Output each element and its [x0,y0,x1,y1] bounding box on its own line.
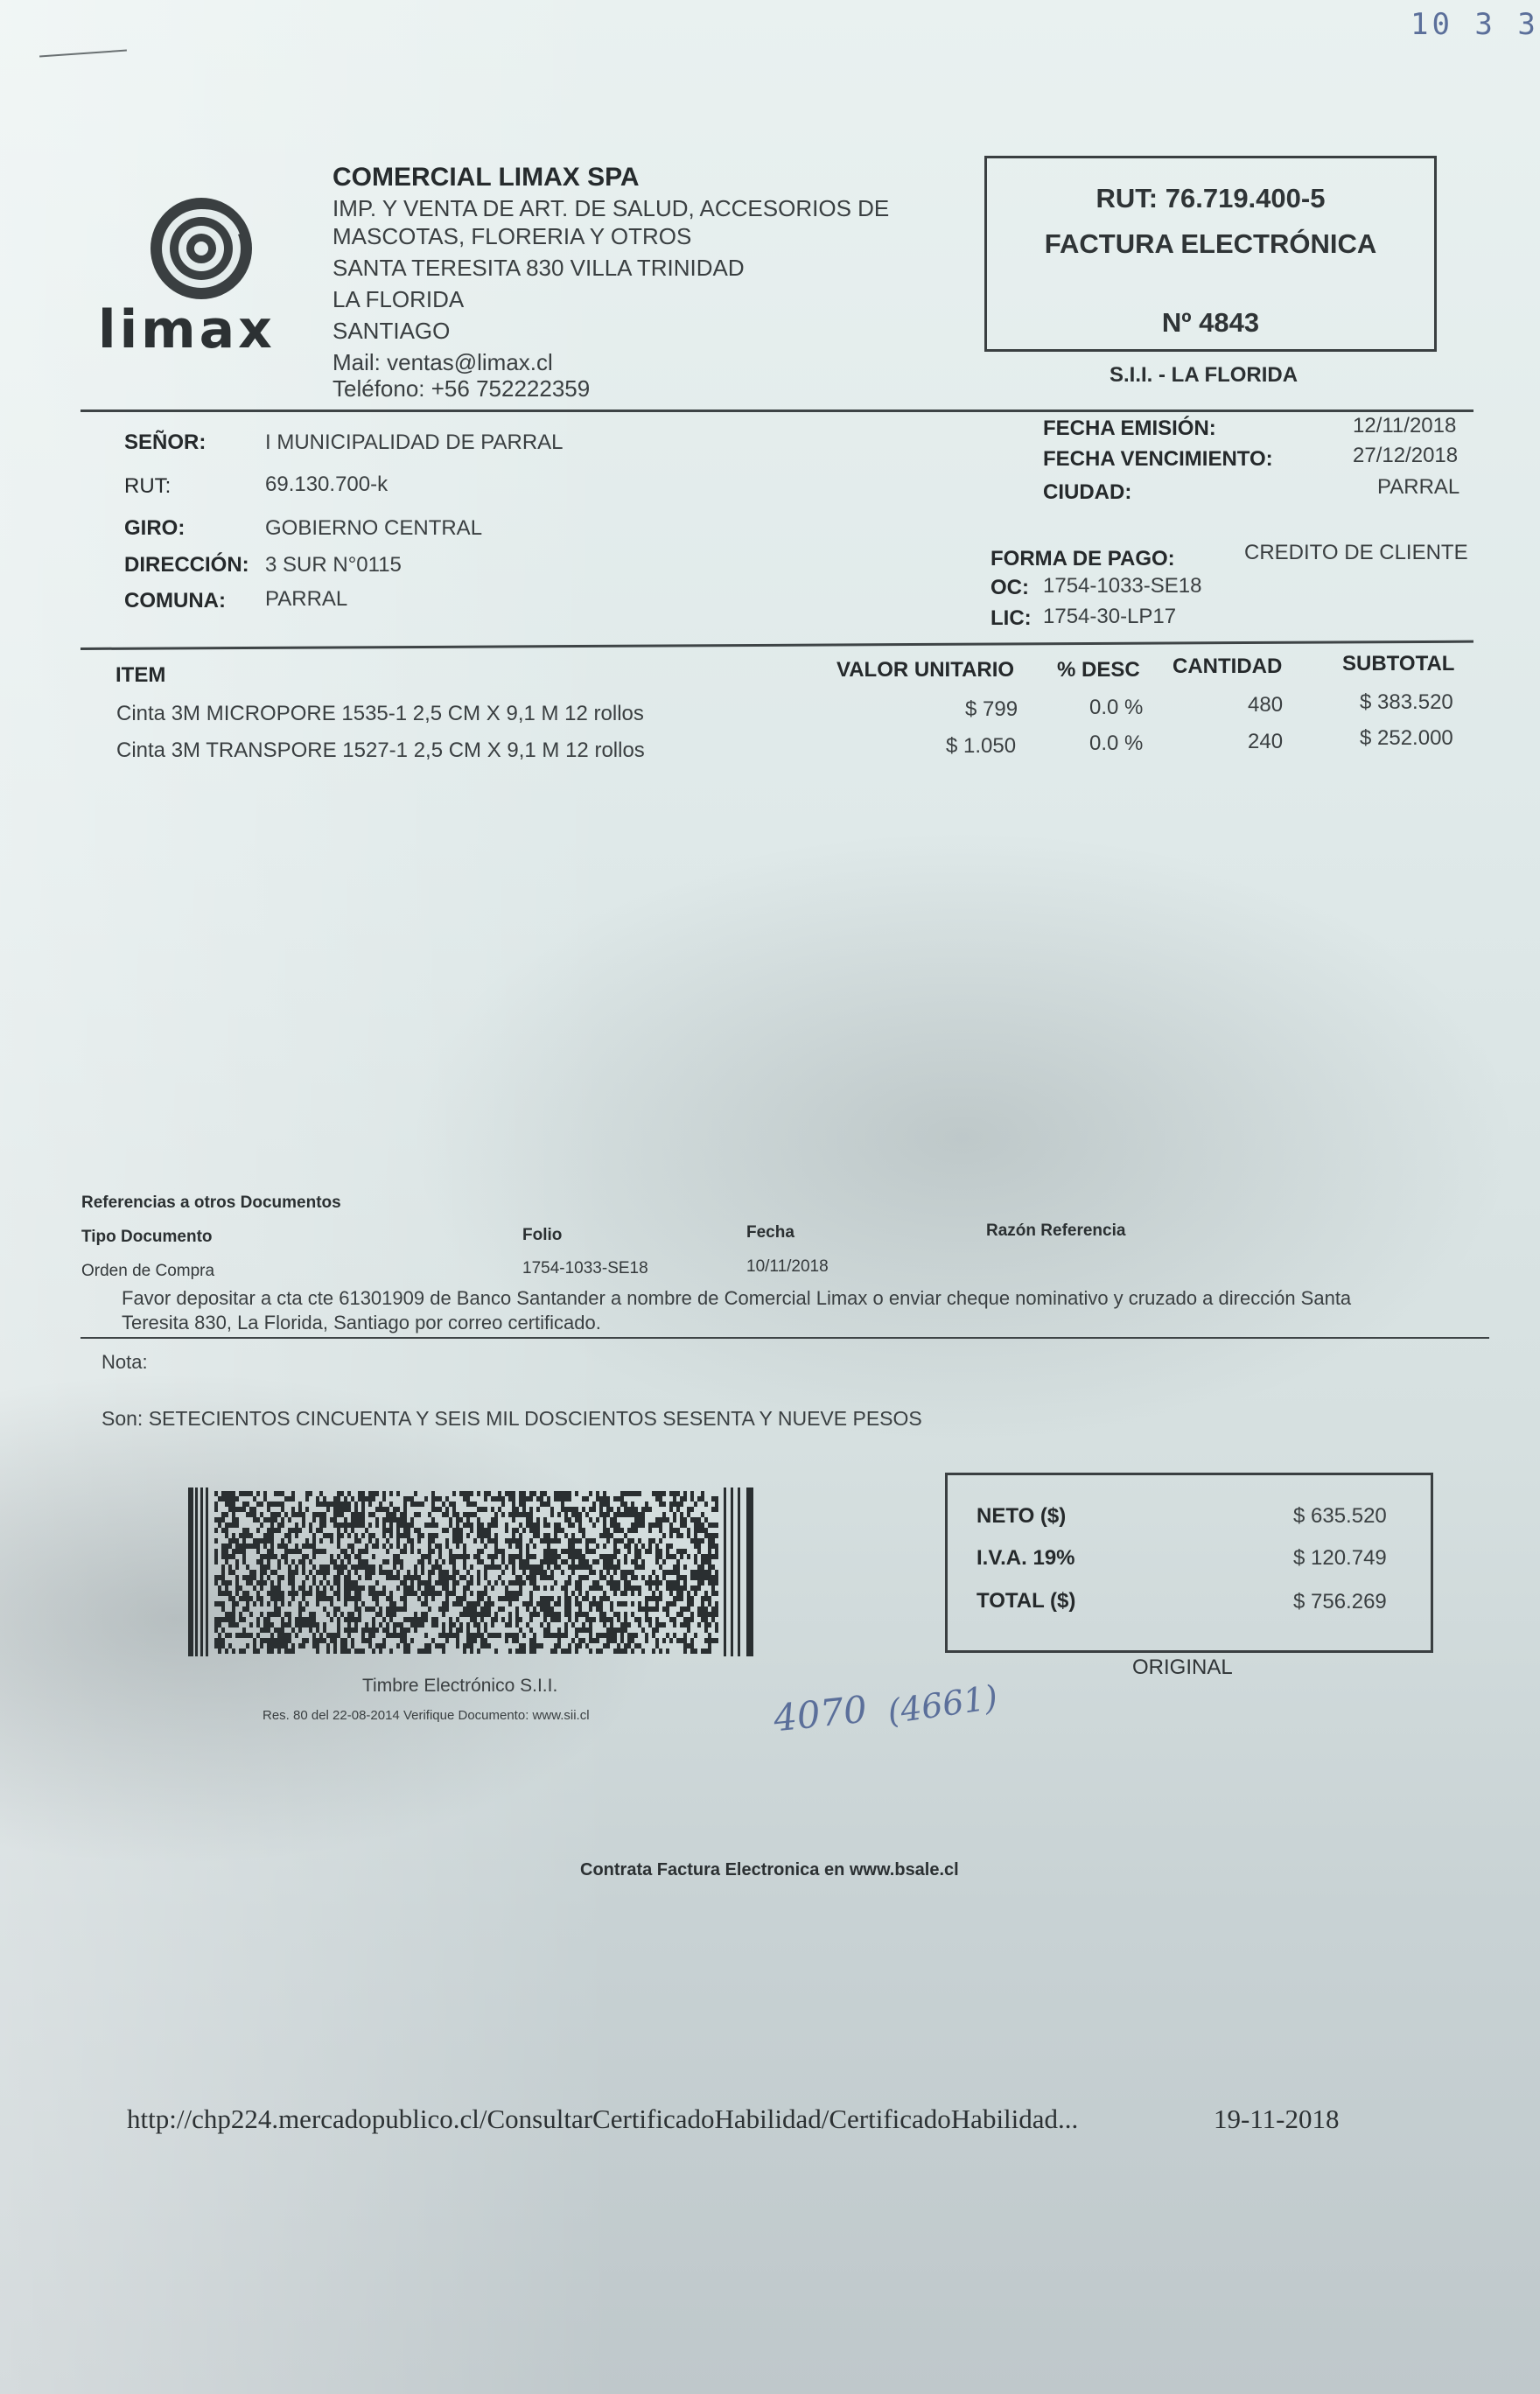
ciudad: PARRAL [1377,475,1460,499]
ciudad-label: CIUDAD: [1043,480,1132,504]
client-direccion: 3 SUR N°0115 [265,553,402,577]
handwritten-circled-text: (4661) [885,1677,1000,1732]
total-label: TOTAL ($) [976,1589,1076,1613]
timbre-res: Res. 80 del 22-08-2014 Verifique Documento: www.sii.cl [262,1708,590,1723]
amount-in-words: Son: SETECIENTOS CINCUENTA Y SEIS MIL DOSCIENTOS SESENTA Y NUEVE PESOS [102,1407,922,1430]
item-quantity: 480 [1248,693,1284,717]
header-divider [80,410,1474,412]
item-description: Cinta 3M TRANSPORE 1527-1 2,5 CM X 9,1 M 12 rollos [116,738,645,762]
company-logo [98,191,308,366]
client-comuna: PARRAL [265,587,348,611]
handwritten-note: 4070 [771,1687,870,1740]
items-divider [80,640,1474,650]
timbre-label: Timbre Electrónico S.I.I. [362,1676,558,1696]
company-line: LA FLORIDA [332,286,465,312]
lic-number: 1754-30-LP17 [1043,605,1177,628]
company-line: MASCOTAS, FLORERIA Y OTROS [332,223,692,249]
barcode-graphic [188,1488,755,1656]
rut-label: RUT: [124,474,172,498]
item-description: Cinta 3M MICROPORE 1535-1 2,5 CM X 9,1 M 12 rollos [116,702,644,725]
col-subtotal-header: SUBTOTAL [1342,652,1455,676]
logo-wordmark: limax [98,299,276,360]
company-line: SANTIAGO [332,318,451,344]
references-title: Referencias a otros Documentos [81,1194,341,1212]
company-details [332,192,889,404]
item-discount: 0.0 % [1089,696,1144,719]
handwritten-note-circled [886,1677,1000,1731]
lic-label: LIC: [990,606,1032,630]
totals-box [945,1473,1433,1653]
item-unit-price: $ 799 [965,697,1018,721]
client-giro: GOBIERNO CENTRAL [265,516,483,540]
sii-office: S.I.I. - LA FLORIDA [1110,363,1298,387]
iva-amount: $ 120.749 [1293,1546,1387,1570]
issuer-rut: RUT: 76.719.400-5 [1096,183,1326,214]
forma-pago-label: FORMA DE PAGO: [990,547,1175,570]
ref-razon-header: Razón Referencia [986,1222,1126,1240]
company-name: COMERCIAL LIMAX SPA [332,163,640,192]
comuna-label: COMUNA: [124,589,226,612]
senor-label: SEÑOR: [124,430,206,454]
oc-number: 1754-1033-SE18 [1043,574,1202,598]
client-rut: 69.130.700-k [265,472,388,496]
item-discount: 0.0 % [1089,732,1144,755]
forma-pago: CREDITO DE CLIENTE [1244,541,1468,564]
deposit-note-line: Favor depositar a cta cte 61301909 de Banco Santander a nombre de Comercial Limax o enviar cheque nominativo y cruzado a dirección Santa [122,1287,1352,1309]
print-url: http://chp224.mercadopublico.cl/ConsultarCertificadoHabilidad/CertificadoHabilidad... [127,2104,1079,2134]
ref-tipo-header: Tipo Documento [81,1228,213,1246]
page-number-stamp: 10 3 3 [1410,7,1539,42]
ref-folio-header: Folio [522,1226,563,1244]
document-type: FACTURA ELECTRÓNICA [1044,228,1377,259]
item-unit-price: $ 1.050 [946,734,1017,758]
giro-label: GIRO: [124,516,186,540]
ref-tipo: Orden de Compra [81,1262,215,1280]
fecha-emision: 12/11/2018 [1353,414,1457,438]
col-valor-header: VALOR UNITARIO [836,658,1015,682]
ref-fecha-header: Fecha [746,1223,794,1242]
item-subtotal: $ 383.520 [1360,690,1453,714]
company-mail: Mail: ventas@limax.cl [332,349,553,375]
document-number: Nº 4843 [1161,307,1260,338]
ref-folio: 1754-1033-SE18 [522,1259,648,1278]
direccion-label: DIRECCIÓN: [124,553,249,577]
oc-label: OC: [990,576,1029,599]
col-item-header: ITEM [116,663,166,687]
copy-type: ORIGINAL [1132,1656,1233,1679]
neto-label: NETO ($) [976,1504,1067,1528]
client-name: I MUNICIPALIDAD DE PARRAL [265,430,564,454]
promo-footer: Contrata Factura Electronica en www.bsale.cl [580,1860,959,1880]
company-line: SANTA TERESITA 830 VILLA TRINIDAD [332,255,745,281]
paper-mark [39,50,127,58]
col-desc-header: % DESC [1057,658,1140,682]
total-amount: $ 756.269 [1293,1590,1387,1614]
sii-timbre-barcode [188,1488,755,1656]
document-type-box [984,156,1437,352]
neto-amount: $ 635.520 [1293,1504,1387,1528]
item-subtotal: $ 252.000 [1360,726,1453,750]
deposit-note-line: Teresita 830, La Florida, Santiago por correo certificado. [122,1312,601,1334]
print-date: 19-11-2018 [1214,2104,1340,2134]
fecha-emision-label: FECHA EMISIÓN: [1043,416,1216,440]
company-line: IMP. Y VENTA DE ART. DE SALUD, ACCESORIOS DE [332,195,890,221]
ref-fecha: 10/11/2018 [746,1257,829,1276]
fecha-vencimiento: 27/12/2018 [1353,444,1459,467]
deposit-note [122,1286,1351,1335]
fecha-vencimiento-label: FECHA VENCIMIENTO: [1043,447,1273,471]
nota-label: Nota: [102,1351,148,1373]
col-cantidad-header: CANTIDAD [1172,654,1283,678]
note-divider [80,1337,1489,1339]
iva-label: I.V.A. 19% [976,1546,1075,1570]
company-phone: Teléfono: +56 752222359 [332,375,591,402]
item-quantity: 240 [1248,730,1284,753]
